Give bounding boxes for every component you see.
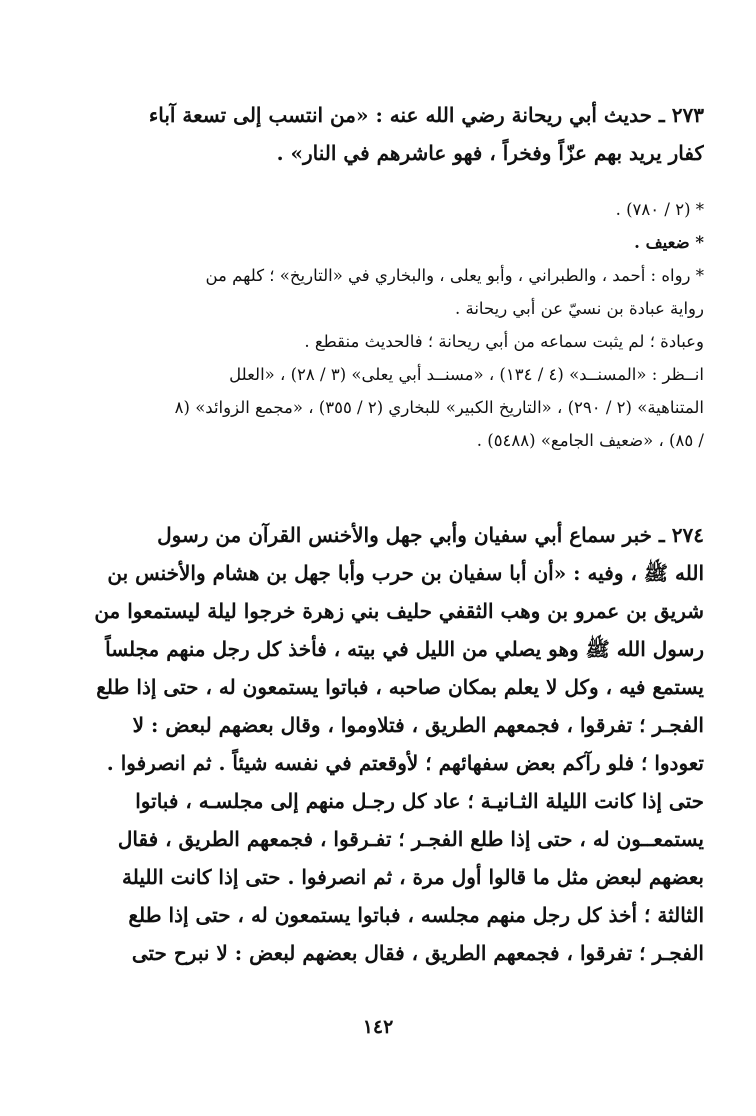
text-line: * (٢ / ٧٨٠) . xyxy=(615,200,704,219)
text-line: يستمعــون له ، حتى إذا طلع الفجـر ؛ تفـرقوا ، فجمعهم الطريق ، فقال xyxy=(117,827,704,851)
text-line: رواية عبادة بن نسيّ عن أبي ريحانة . xyxy=(455,299,704,318)
text-line: / ٨٥) ، «ضعيف الجامع» (٥٤٨٨) . xyxy=(476,431,704,450)
page-number: ١٤٢ xyxy=(362,1016,394,1038)
text-line: * رواه : أحمد ، والطبراني ، وأبو يعلى ، والبخاري في «التاريخ» ؛ كلهم من xyxy=(205,266,704,285)
text-line: تعودوا ؛ فلو رآكم بعض سفهائهم ؛ لأوقعتم في نفسه شيئاً . ثم انصرفوا . xyxy=(106,751,704,775)
text-line: الله ﷺ ، وفيه : «أن أبا سفيان بن حرب وأبا جهل بن هشام والأخنس بن xyxy=(107,561,704,585)
text-line: وعبادة ؛ لم يثبت سماعه من أبي ريحانة ؛ فالحديث منقطع . xyxy=(304,332,704,351)
text-line: ٢٧٣ ـ حديث أبي ريحانة رضي الله عنه : «من انتسب إلى تسعة آباء xyxy=(148,103,704,127)
text-line: الفجـر ؛ تفرقوا ، فجمعهم الطريق ، فتلاوموا ، وقال بعضهم لبعض : لا xyxy=(132,713,704,737)
hadith-274-body xyxy=(62,516,704,972)
text-line: الثالثة ؛ أخذ كل رجل منهم مجلسه ، فباتوا يستمعون له ، حتى إذا طلع xyxy=(128,903,704,927)
text-line: رسول الله ﷺ وهو يصلي من الليل في بيته ، فأخذ كل رجل منهم مجلساً xyxy=(105,637,704,661)
hadith-273-notes xyxy=(62,193,704,457)
hadith-273-heading xyxy=(62,96,704,172)
text-line: * ضعيف . xyxy=(634,233,704,252)
text-line: بعضهم لبعض مثل ما قالوا أول مرة ، ثم انصرفوا . حتى إذا كانت الليلة xyxy=(122,865,704,889)
text-line: حتى إذا كانت الليلة الثـانيـة ؛ عاد كل رجـل منهم إلى مجلسـه ، فباتوا xyxy=(135,789,704,813)
text-line: الفجـر ؛ تفرقوا ، فجمعهم الطريق ، فقال بعضهم لبعض : لا نبرح حتى xyxy=(131,941,704,965)
text-line: انــظر : «المسنــد» (٤ / ١٣٤) ، «مسنــد أبي يعلى» (٣ / ٢٨) ، «العلل xyxy=(229,365,704,384)
text-line: كفار يريد بهم عزّاً وفخراً ، فهو عاشرهم في النار» . xyxy=(276,141,704,165)
text-line: المتناهية» (٢ / ٢٩٠) ، «التاريخ الكبير» للبخاري (٢ / ٣٥٥) ، «مجمع الزوائد» (٨ xyxy=(174,398,704,417)
text-line: شريق بن عمرو بن وهب الثقفي حليف بني زهرة خرجوا ليلة ليستمعوا من xyxy=(94,599,704,623)
text-line: يستمع فيه ، وكل لا يعلم بمكان صاحبه ، فباتوا يستمعون له ، حتى إذا طلع xyxy=(96,675,704,699)
text-line: ٢٧٤ ـ خبر سماع أبي سفيان وأبي جهل والأخنس القرآن من رسول xyxy=(157,523,704,547)
